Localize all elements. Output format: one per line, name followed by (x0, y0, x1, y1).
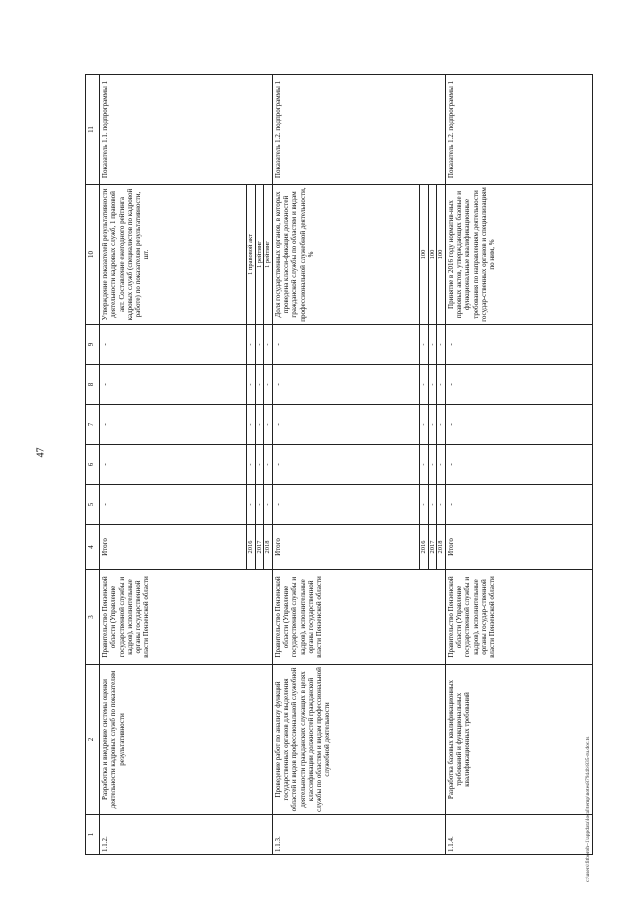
indicator-text: Утверждение показателей результативности деятельности кадровых служб, 1 правовой акт. Составление ежегодного рейтинга кадровых служб (специалистов по кадровой работе) по показателям результативности, шт. (100, 185, 247, 325)
value-cell: - (437, 325, 446, 365)
col-header-2: 2 (86, 665, 100, 815)
year-indicator-value: 1 рейтинг (264, 185, 273, 325)
value-cell: - (264, 365, 273, 405)
value-cell: - (428, 325, 437, 365)
value-cell: - (445, 405, 592, 445)
value-cell: - (247, 485, 256, 525)
executor: Правительство Пензенской области (Управление государственной службы и кадров), исполнительные органы государственной власти Пензенской области (100, 570, 273, 665)
col-header-3: 3 (86, 570, 100, 665)
row-number: 1.1.3. (272, 815, 445, 855)
indicator-text: Доля государственных органов, в которых проведена класси-фикация должностей гражданской службы по областям и видам профессиональной служебной деятельности, % (272, 185, 419, 325)
value-cell: - (272, 485, 419, 525)
year-label: 2017 (428, 525, 437, 570)
value-cell: - (428, 485, 437, 525)
total-label: Итого (100, 525, 247, 570)
year-indicator-value: 100 (428, 185, 437, 325)
measure-name: Проведение работ по анализу функций государственных органов для выделения областей и видов профессиональной служебной деятельности гражданских служащих в целях классификации должностей гражданской службы по областям и видам профессиональной служебной деятельности (272, 665, 445, 815)
col-header-9: 9 (86, 325, 100, 365)
indicator-reference: Показатель 1.2. подпрограммы 1 (445, 75, 592, 185)
col-header-10: 10 (86, 185, 100, 325)
year-label: 2018 (264, 525, 273, 570)
value-cell: - (247, 445, 256, 485)
indicator-reference: Показатель 1.1. подпрограммы 1 (100, 75, 273, 185)
value-cell: - (100, 445, 247, 485)
value-cell: - (445, 325, 592, 365)
total-label: Итого (445, 525, 592, 570)
value-cell: - (100, 365, 247, 405)
value-cell: - (419, 365, 428, 405)
value-cell: - (264, 445, 273, 485)
value-cell: - (264, 325, 273, 365)
value-cell: - (445, 485, 592, 525)
value-cell: - (437, 365, 446, 405)
col-header-5: 5 (86, 485, 100, 525)
year-indicator-value: 100 (437, 185, 446, 325)
executor: Правительство Пензенской области (Управление государственной службы и кадров), исполнительные органы государ-ственной власти Пензенской области (445, 570, 592, 665)
value-cell: - (445, 445, 592, 485)
value-cell: - (247, 405, 256, 445)
value-cell: - (419, 405, 428, 445)
year-label: 2017 (255, 525, 264, 570)
value-cell: - (272, 365, 419, 405)
program-table-rotated (85, 75, 625, 855)
year-label: 2016 (247, 525, 256, 570)
year-indicator-value: 1 правовой акт (247, 185, 256, 325)
value-cell: - (419, 325, 428, 365)
value-cell: - (255, 405, 264, 445)
value-cell: - (272, 445, 419, 485)
indicator-text: Принятие в 2016 году норматив-ных правовых актов, утверждающих базовые и функциональные квалификационные требования по направлениям деятельности государ-ственных органов и специализациям по ним, % (445, 185, 592, 325)
program-table (85, 74, 593, 855)
value-cell: - (437, 445, 446, 485)
table-row (100, 75, 247, 855)
value-cell: - (100, 325, 247, 365)
value-cell: - (437, 405, 446, 445)
col-header-1: 1 (86, 815, 100, 855)
value-cell: - (255, 365, 264, 405)
value-cell: - (428, 365, 437, 405)
value-cell: - (264, 485, 273, 525)
value-cell: - (419, 485, 428, 525)
value-cell: - (255, 325, 264, 365)
page-number: 47 (35, 447, 47, 458)
value-cell: - (247, 325, 256, 365)
value-cell: - (100, 485, 247, 525)
value-cell: - (272, 405, 419, 445)
value-cell: - (445, 365, 592, 405)
measure-name: Разработка и внедрение системы оценки деятельности кадровых служб по показателям результативности (100, 665, 273, 815)
value-cell: - (428, 445, 437, 485)
col-header-6: 6 (86, 445, 100, 485)
footer-file-path: c:\users\fitboroh~1\appdata\local\temp\notes87944b\835-ru.doc.ts (585, 736, 591, 882)
measure-name: Разработка базовых квалификационных требований и функциональных квалификационных требований (445, 665, 592, 815)
col-header-11: 11 (86, 75, 100, 185)
col-header-4: 4 (86, 525, 100, 570)
value-cell: - (264, 405, 273, 445)
total-label: Итого (272, 525, 419, 570)
executor: Правительство Пензенской области (Управление государственной службы и кадров), исполнительные органы государственной власти Пензенской области (272, 570, 445, 665)
table-row (445, 75, 592, 855)
year-label: 2016 (419, 525, 428, 570)
table-row (272, 75, 419, 855)
value-cell: - (100, 405, 247, 445)
column-number-row (86, 75, 100, 855)
indicator-reference: Показатель 1.2. подпрограммы 1 (272, 75, 445, 185)
col-header-8: 8 (86, 365, 100, 405)
value-cell: - (255, 445, 264, 485)
row-number: 1.1.2. (100, 815, 273, 855)
year-label: 2018 (437, 525, 446, 570)
row-number: 1.1.4. (445, 815, 592, 855)
value-cell: - (272, 325, 419, 365)
col-header-7: 7 (86, 405, 100, 445)
value-cell: - (437, 485, 446, 525)
value-cell: - (247, 365, 256, 405)
value-cell: - (419, 445, 428, 485)
value-cell: - (255, 485, 264, 525)
value-cell: - (428, 405, 437, 445)
year-indicator-value: 100 (419, 185, 428, 325)
year-indicator-value: 1 рейтинг (255, 185, 264, 325)
